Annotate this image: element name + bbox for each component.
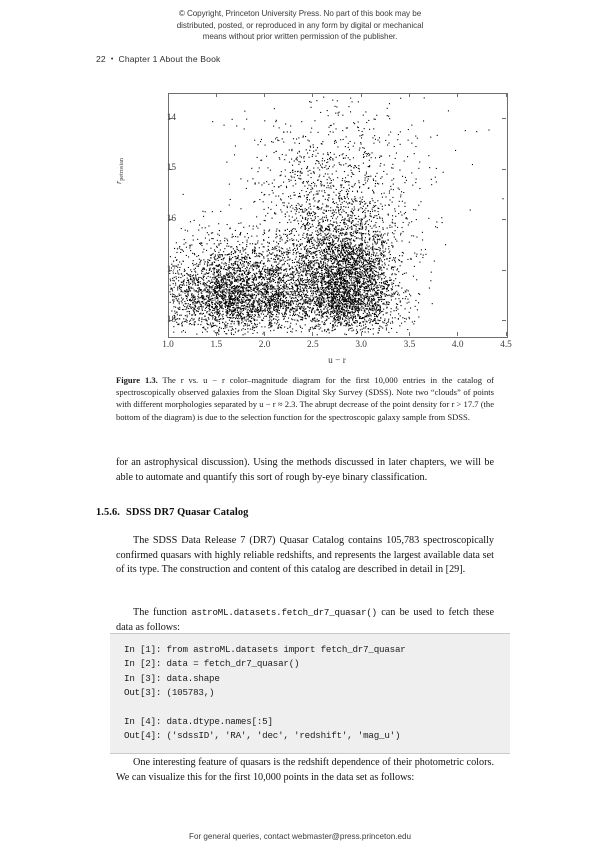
page-footer: For general queries, contact webmaster@press.princeton.edu <box>189 832 411 841</box>
x-tick-mark-top <box>409 93 410 97</box>
x-tick-label: 1.5 <box>210 340 223 350</box>
code-line-blank <box>124 701 510 715</box>
plot-axes <box>168 93 508 338</box>
y-tick-label: 14 <box>166 112 176 123</box>
section-number: 1.5.6. <box>96 507 120 518</box>
y-tick-label: 17 <box>166 264 176 275</box>
y-tick-mark <box>502 118 506 119</box>
y-tick-label: 15 <box>166 163 176 174</box>
x-tick-mark <box>361 332 362 336</box>
y-tick-mark <box>502 169 506 170</box>
scatter-plot <box>114 88 520 366</box>
x-tick-mark-top <box>168 93 169 97</box>
scatter-points-layer <box>169 94 507 337</box>
y-axis-title-sub: petrosian <box>118 158 125 181</box>
figure-caption-label: Figure 1.3. <box>116 375 158 385</box>
section-title: SDSS DR7 Quasar Catalog <box>125 507 249 518</box>
figure-caption <box>116 374 494 423</box>
copyright-notice <box>115 8 485 43</box>
y-tick-label: 16 <box>166 214 176 225</box>
page-number: 22 <box>96 54 106 64</box>
running-head <box>96 54 221 64</box>
copyright-line-1: © Copyright, Princeton University Press. No part of this book may be <box>178 9 422 18</box>
x-tick-mark-top <box>457 93 458 97</box>
x-tick-label: 4.5 <box>500 340 512 350</box>
x-tick-mark <box>457 332 458 336</box>
code-line: In [2]: data = fetch_dr7_quasar() <box>124 658 300 670</box>
paragraph-final: One interesting feature of quasars is the redshift dependence of their photometric colors. We can visualize this for the first 10,000 points in the data set as follows: <box>116 757 494 783</box>
x-axis-title: u − r <box>328 356 346 366</box>
x-tick-mark <box>312 332 313 336</box>
x-tick-mark <box>168 332 169 336</box>
running-head-separator: • <box>110 55 114 63</box>
fetch-function-code: astroML.datasets.fetch_dr7_quasar() <box>191 607 377 618</box>
x-tick-mark <box>264 332 265 336</box>
y-tick-label: 18 <box>166 315 176 326</box>
x-tick-label: 4.0 <box>451 340 464 350</box>
x-tick-mark-top <box>264 93 265 97</box>
x-tick-mark-top <box>312 93 313 97</box>
x-tick-mark <box>409 332 410 336</box>
chapter-title: Chapter 1 About the Book <box>118 54 221 64</box>
y-tick-mark <box>502 270 506 271</box>
code-line: Out[3]: (105783,) <box>124 687 215 699</box>
code-block <box>110 633 510 754</box>
figure-caption-text: The r vs. u − r color–magnitude diagram for the first 10,000 entries in the catalog of spectroscopically observed galaxies from the Sloan Digital Sky Survey (SDSS). Note two “clouds” of points with different morphologies separated by u − r ≈ 2.3. The abrupt decrease of the point density for r > 17.7 (the bottom of the diagram) is due to the selection function for the spectroscopic galaxy sample from SDSS. <box>116 375 494 422</box>
x-tick-label: 2.0 <box>258 340 271 350</box>
code-line: In [1]: from astroML.datasets import fetch_dr7_quasar <box>124 644 406 655</box>
copyright-line-3: means without prior written permission of the publisher. <box>202 32 398 42</box>
code-line: Out[4]: ('sdssID', 'RA', 'dec', 'redshift', 'mag_u') <box>124 730 401 742</box>
x-tick-mark-top <box>506 93 507 97</box>
x-tick-label: 3.5 <box>403 340 416 350</box>
copyright-line-2: distributed, posted, or reproduced in any form by digital or mechanical <box>176 20 424 30</box>
y-axis-title-base: r <box>114 180 123 184</box>
x-tick-mark <box>216 332 217 336</box>
y-axis-title <box>114 158 125 184</box>
fetch-text-pre: The function <box>133 607 192 618</box>
paragraph-discussion: for an astrophysical discussion). Using the methods discussed in later chapters, we will be able to automate and quantify this sort of rough by-eye binary classification. <box>116 457 494 483</box>
paragraph-quasar-intro: The SDSS Data Release 7 (DR7) Quasar Catalog contains 105,783 spectroscopically confirmed quasars with highly reliable redshifts, and represents the largest available data set of its type. The construction and content of this catalog are described in detail in [29]. <box>116 535 494 576</box>
section-heading <box>96 507 248 518</box>
paragraph-fetch-function <box>116 606 494 635</box>
x-tick-label: 3.0 <box>355 340 367 350</box>
x-tick-mark-top <box>361 93 362 97</box>
y-tick-mark <box>502 219 506 220</box>
x-tick-label: 1.0 <box>162 340 174 350</box>
figure-1-3 <box>114 88 520 366</box>
y-tick-mark <box>502 320 506 321</box>
fetch-text-post: can be used to fetch these data as follows: <box>116 607 494 633</box>
x-tick-mark <box>506 332 507 336</box>
x-tick-label: 2.5 <box>307 340 319 350</box>
code-line: In [4]: data.dtype.names[:5] <box>124 716 273 728</box>
x-tick-mark-top <box>216 93 217 97</box>
code-line: In [3]: data.shape <box>124 672 220 684</box>
